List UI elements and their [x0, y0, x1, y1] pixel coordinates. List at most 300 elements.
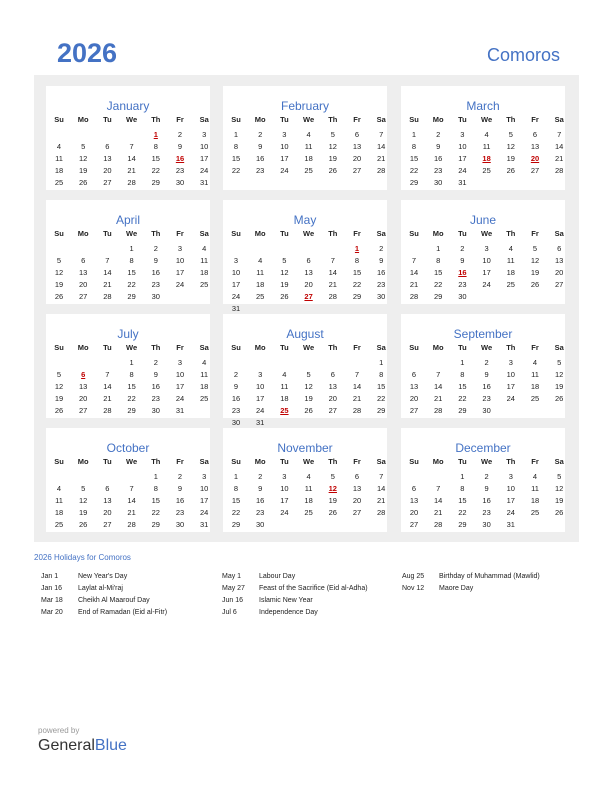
month-april [46, 200, 210, 304]
calendar-day: 4 [282, 370, 287, 379]
calendar-day: 23 [458, 280, 467, 289]
calendar-day: 7 [105, 370, 110, 379]
month-february [223, 86, 387, 190]
holiday-entry [222, 609, 392, 621]
holiday-day: 1 [354, 244, 360, 253]
calendar-day: 31 [175, 406, 185, 415]
calendar-day: 13 [352, 142, 362, 151]
holiday-entry [41, 597, 211, 609]
calendar-day: 21 [377, 496, 386, 505]
calendar-day: 21 [127, 508, 136, 517]
calendar-day: 9 [258, 484, 263, 493]
holiday-entry [402, 585, 572, 597]
calendar-day: 23 [151, 280, 160, 289]
holidays-title: 2026 Holidays for Comoros [34, 553, 131, 562]
calendar-day: 20 [103, 508, 112, 517]
month-december [401, 428, 565, 532]
calendar-day: 1 [379, 358, 384, 367]
weekday-header: Tu [103, 457, 112, 466]
weekday-header: Fr [531, 229, 539, 238]
calendar-day: 14 [434, 496, 443, 505]
weekday-header: Fr [176, 457, 184, 466]
calendar-day: 6 [354, 130, 360, 139]
calendar-day: 17 [175, 382, 185, 391]
calendar-day: 13 [352, 484, 362, 493]
calendar-day: 8 [436, 256, 441, 265]
weekday-header: Tu [458, 115, 467, 124]
calendar-day: 3 [282, 472, 287, 481]
calendar-day: 11 [304, 484, 313, 493]
calendar-day: 7 [129, 142, 134, 151]
month-name: January [106, 99, 150, 113]
calendar-day: 25 [54, 178, 64, 187]
calendar-day: 17 [280, 496, 289, 505]
weekday-header: We [126, 457, 138, 466]
weekday-header: Th [506, 457, 516, 466]
weekday-header: Sa [199, 115, 209, 124]
calendar-day: 16 [256, 496, 265, 505]
calendar-day: 25 [200, 394, 209, 403]
calendar-day: 30 [151, 406, 160, 415]
calendar-day: 18 [280, 394, 289, 403]
calendar-day: 22 [434, 280, 443, 289]
calendar-day: 31 [231, 304, 241, 313]
calendar-day: 6 [105, 484, 110, 493]
calendar-day: 6 [354, 472, 360, 481]
calendar-day: 4 [306, 130, 311, 139]
weekday-header: Su [231, 115, 241, 124]
calendar-day: 4 [484, 130, 489, 139]
weekday-header: Th [151, 343, 161, 352]
calendar-day: 25 [506, 280, 515, 289]
month-november [223, 428, 387, 532]
calendar-day: 7 [330, 256, 335, 265]
calendar-day: 11 [506, 256, 515, 265]
calendar-day: 13 [409, 382, 419, 391]
calendar-day: 18 [54, 166, 64, 175]
weekday-header: Tu [280, 343, 289, 352]
calendar-day: 26 [328, 166, 337, 175]
calendar-day: 15 [409, 154, 419, 163]
calendar-day: 7 [436, 370, 441, 379]
holiday-day: 12 [328, 484, 337, 493]
calendar-day: 11 [304, 142, 313, 151]
calendar-day: 27 [103, 520, 112, 529]
holiday-entry [222, 585, 392, 597]
weekday-header: Fr [353, 229, 361, 238]
calendar-day: 10 [482, 256, 491, 265]
calendar-day: 21 [409, 280, 419, 289]
weekday-header: Fr [176, 229, 184, 238]
calendar-day: 12 [506, 142, 515, 151]
weekday-header: Th [151, 457, 161, 466]
calendar-day: 26 [79, 520, 88, 529]
calendar-day: 9 [484, 484, 489, 493]
weekday-header: We [303, 343, 315, 352]
calendar-day: 17 [231, 280, 241, 289]
calendar-day: 9 [436, 142, 441, 151]
weekday-header: Sa [376, 115, 386, 124]
calendar-day: 16 [377, 268, 386, 277]
calendar-day: 27 [103, 178, 112, 187]
holiday-date: May 27 [222, 585, 245, 592]
holiday-date: Jun 16 [222, 597, 244, 604]
weekday-header: Tu [280, 457, 289, 466]
calendar-day: 28 [103, 292, 112, 301]
calendar-day: 4 [508, 244, 513, 253]
calendar-day: 25 [256, 292, 265, 301]
calendar-day: 8 [460, 370, 465, 379]
calendar-day: 19 [79, 166, 88, 175]
calendar-day: 8 [411, 142, 417, 151]
weekday-header: We [303, 115, 315, 124]
weekday-header: We [481, 229, 493, 238]
calendar-day: 18 [200, 268, 209, 277]
calendar-day: 17 [280, 154, 289, 163]
holiday-date: Nov 12 [402, 585, 425, 592]
calendar-day: 31 [200, 520, 209, 529]
calendar-day: 15 [127, 382, 136, 391]
calendar-day: 23 [175, 508, 185, 517]
holiday-day: 18 [482, 154, 491, 163]
calendar-day: 7 [379, 130, 384, 139]
calendar-day: 8 [354, 256, 360, 265]
calendar-day: 28 [377, 166, 386, 175]
calendar-day: 20 [79, 394, 88, 403]
calendar-day: 28 [127, 520, 136, 529]
calendar-day: 2 [177, 130, 183, 139]
weekday-header: Su [54, 457, 64, 466]
calendar-day: 1 [153, 472, 158, 481]
calendar-day: 1 [129, 358, 134, 367]
calendar-day: 12 [555, 370, 564, 379]
weekday-header: Mo [432, 229, 444, 238]
weekday-header: Th [506, 115, 516, 124]
calendar-day: 29 [127, 406, 136, 415]
weekday-header: Fr [353, 457, 361, 466]
calendar-day: 15 [458, 496, 467, 505]
calendar-day: 14 [377, 484, 386, 493]
calendar-day: 16 [256, 154, 265, 163]
month-september [401, 314, 565, 418]
calendar-day: 22 [409, 166, 419, 175]
calendar-day: 8 [153, 142, 158, 151]
month-name: March [466, 99, 500, 113]
weekday-header: Su [231, 229, 241, 238]
calendar-day: 7 [354, 370, 360, 379]
calendar-day: 20 [304, 280, 313, 289]
calendar-day: 1 [233, 472, 239, 481]
calendar-day: 19 [79, 508, 88, 517]
calendar-day: 30 [175, 178, 185, 187]
weekday-header: Mo [254, 115, 266, 124]
weekday-header: Th [506, 229, 516, 238]
calendar-day: 31 [200, 178, 209, 187]
weekday-header: Tu [458, 343, 467, 352]
weekday-header: We [303, 229, 315, 238]
calendar-day: 5 [56, 370, 62, 379]
month-august [223, 314, 387, 427]
calendar-day: 4 [202, 244, 207, 253]
calendar-day: 1 [411, 130, 417, 139]
calendar-day: 16 [482, 382, 491, 391]
calendar-day: 27 [352, 508, 362, 517]
calendar-day: 24 [280, 166, 289, 175]
calendar-day: 26 [530, 280, 540, 289]
calendar-day: 21 [103, 280, 112, 289]
calendar-day: 24 [256, 406, 265, 415]
calendar-day: 24 [231, 292, 241, 301]
calendar-day: 4 [306, 472, 311, 481]
brand-blue: Blue [94, 737, 127, 754]
calendar-day: 9 [379, 256, 384, 265]
holiday-name: Feast of the Sacrifice (Eid al-Adha) [259, 585, 368, 592]
holiday-day: 20 [530, 154, 540, 163]
calendar-day: 24 [506, 394, 515, 403]
calendar-day: 10 [175, 256, 185, 265]
weekday-header: Su [409, 229, 419, 238]
holiday-name: Islamic New Year [259, 597, 313, 604]
calendar-day: 4 [56, 142, 62, 151]
calendar-day: 20 [79, 280, 88, 289]
calendar-day: 12 [280, 268, 289, 277]
calendar-day: 19 [280, 280, 289, 289]
calendar-day: 7 [379, 472, 384, 481]
calendar-day: 27 [328, 406, 337, 415]
calendar-day: 1 [129, 244, 134, 253]
weekday-header: Sa [199, 457, 209, 466]
calendar-day: 25 [530, 508, 540, 517]
calendar-day: 24 [200, 166, 209, 175]
calendar-day: 16 [434, 154, 443, 163]
calendar-day: 20 [352, 496, 362, 505]
calendar-day: 12 [54, 382, 64, 391]
holiday-name: Cheikh Al Maarouf Day [78, 597, 150, 604]
calendar-day: 29 [409, 178, 419, 187]
calendar-day: 3 [258, 370, 263, 379]
calendar-day: 16 [151, 382, 160, 391]
calendar-day: 24 [506, 508, 515, 517]
calendar-day: 24 [280, 508, 289, 517]
calendar-day: 1 [460, 472, 465, 481]
weekday-header: Th [151, 115, 161, 124]
calendar-day: 29 [151, 520, 160, 529]
calendar-day: 3 [202, 130, 207, 139]
calendar-day: 21 [555, 154, 564, 163]
holiday-column [222, 573, 392, 621]
calendar-day: 10 [231, 268, 241, 277]
calendar-day: 6 [330, 370, 335, 379]
calendar-day: 10 [256, 382, 265, 391]
calendar-day: 14 [127, 154, 136, 163]
calendar-day: 3 [177, 358, 183, 367]
calendar-day: 14 [103, 382, 112, 391]
calendar-day: 7 [557, 130, 562, 139]
calendar-day: 17 [458, 154, 467, 163]
month-name: December [455, 441, 511, 455]
calendar-day: 12 [555, 484, 564, 493]
calendar-day: 14 [127, 496, 136, 505]
calendar-day: 27 [530, 166, 540, 175]
calendar-day: 5 [532, 244, 538, 253]
calendar-day: 28 [434, 406, 443, 415]
calendar-day: 20 [409, 508, 419, 517]
calendar-day: 2 [153, 358, 158, 367]
calendar-day: 5 [282, 256, 287, 265]
calendar-day: 29 [151, 178, 160, 187]
weekday-header: Mo [254, 229, 266, 238]
month-name: September [453, 327, 513, 341]
weekday-header: Sa [376, 457, 386, 466]
calendar-day: 26 [555, 508, 564, 517]
calendar-day: 2 [460, 244, 465, 253]
calendar-day: 29 [434, 292, 443, 301]
month-name: August [286, 327, 324, 341]
calendar-day: 8 [233, 484, 239, 493]
calendar-day: 7 [105, 256, 110, 265]
calendar-day: 6 [411, 484, 417, 493]
calendar-day: 9 [177, 484, 183, 493]
calendar-day: 30 [175, 520, 185, 529]
calendar-day: 1 [436, 244, 441, 253]
calendar-day: 9 [484, 370, 489, 379]
weekday-header: Mo [77, 343, 89, 352]
calendar-day: 21 [127, 166, 136, 175]
calendar-day: 21 [328, 280, 337, 289]
calendar-day: 3 [233, 256, 239, 265]
calendar-day: 14 [103, 268, 112, 277]
weekday-header: Mo [77, 115, 89, 124]
calendar-day: 3 [202, 472, 207, 481]
calendar-day: 30 [434, 178, 443, 187]
calendar-day: 10 [200, 484, 209, 493]
weekday-header: We [126, 229, 138, 238]
calendar-day: 3 [177, 244, 183, 253]
holiday-date: Jan 16 [41, 585, 63, 592]
calendar-day: 14 [409, 268, 419, 277]
calendar-day: 17 [200, 154, 209, 163]
calendar-day: 16 [231, 394, 241, 403]
calendar-day: 22 [231, 508, 241, 517]
calendar-day: 30 [256, 520, 265, 529]
calendar-day: 11 [256, 268, 265, 277]
weekday-header: We [481, 457, 493, 466]
holiday-entry [41, 573, 211, 585]
calendar-day: 4 [258, 256, 263, 265]
calendar-day: 5 [330, 130, 335, 139]
holiday-day: 27 [304, 292, 313, 301]
calendar-day: 6 [81, 256, 86, 265]
calendar-day: 14 [555, 142, 564, 151]
calendar-day: 26 [280, 292, 289, 301]
calendar-day: 11 [55, 496, 63, 505]
calendar-day: 31 [506, 520, 515, 529]
calendar-day: 3 [508, 358, 513, 367]
calendar-day: 8 [129, 256, 134, 265]
holiday-date: Jul 6 [222, 609, 237, 616]
calendar-day: 3 [508, 472, 513, 481]
calendar-day: 26 [555, 394, 564, 403]
calendar-day: 27 [555, 280, 564, 289]
month-name: November [277, 441, 333, 455]
calendar-day: 15 [231, 154, 241, 163]
calendar-day: 20 [409, 394, 419, 403]
calendar-day: 19 [328, 154, 337, 163]
weekday-header: Sa [554, 343, 564, 352]
calendar-day: 28 [409, 292, 419, 301]
calendar-day: 15 [377, 382, 386, 391]
calendar-day: 18 [200, 382, 209, 391]
weekday-header: Su [409, 457, 419, 466]
calendar-day: 30 [231, 418, 241, 427]
calendar-day: 15 [151, 154, 160, 163]
weekday-header: We [481, 343, 493, 352]
weekday-header: Th [328, 343, 338, 352]
calendar-day: 26 [328, 508, 337, 517]
calendar-day: 10 [280, 142, 289, 151]
weekday-header: Sa [376, 229, 386, 238]
weekday-header: Mo [254, 457, 266, 466]
calendar-day: 29 [127, 292, 136, 301]
calendar-day: 31 [458, 178, 467, 187]
calendar-day: 4 [532, 358, 538, 367]
calendar-day: 27 [352, 166, 362, 175]
weekday-header: Su [409, 115, 419, 124]
weekday-header: Th [328, 457, 338, 466]
calendar-day: 1 [460, 358, 465, 367]
calendar-day: 15 [434, 268, 443, 277]
weekday-header: Sa [199, 229, 209, 238]
calendar-day: 25 [304, 166, 313, 175]
calendar-panel [34, 75, 579, 542]
calendar-day: 5 [56, 256, 62, 265]
calendar-day: 22 [458, 508, 467, 517]
calendar-day: 24 [175, 394, 185, 403]
calendar-day: 5 [330, 472, 335, 481]
calendar-day: 26 [54, 406, 64, 415]
calendar-day: 11 [200, 370, 209, 379]
weekday-header: Su [54, 343, 64, 352]
calendar-day: 11 [200, 256, 209, 265]
calendar-day: 1 [233, 130, 239, 139]
calendar-day: 4 [56, 484, 62, 493]
calendar-day: 22 [352, 280, 362, 289]
weekday-header: Mo [432, 457, 444, 466]
calendar-day: 8 [153, 484, 158, 493]
calendar-day: 16 [175, 496, 185, 505]
calendar-day: 21 [434, 394, 443, 403]
calendar-day: 10 [506, 370, 515, 379]
calendar-day: 24 [458, 166, 467, 175]
calendar-day: 10 [506, 484, 515, 493]
calendar-day: 29 [458, 520, 467, 529]
holiday-name: Independence Day [259, 609, 318, 616]
calendar-day: 9 [258, 142, 263, 151]
calendar-day: 23 [482, 394, 491, 403]
calendar-day: 2 [177, 472, 183, 481]
holiday-name: End of Ramadan (Eid al-Fitr) [78, 609, 168, 616]
calendar-day: 15 [458, 382, 467, 391]
calendar-day: 30 [458, 292, 467, 301]
calendar-day: 28 [103, 406, 112, 415]
calendar-day: 6 [105, 142, 110, 151]
calendar-day: 23 [377, 280, 386, 289]
calendar-day: 19 [54, 280, 64, 289]
calendar-day: 5 [557, 358, 562, 367]
calendar-day: 4 [532, 472, 538, 481]
calendar-day: 4 [202, 358, 207, 367]
calendar-day: 16 [151, 268, 160, 277]
